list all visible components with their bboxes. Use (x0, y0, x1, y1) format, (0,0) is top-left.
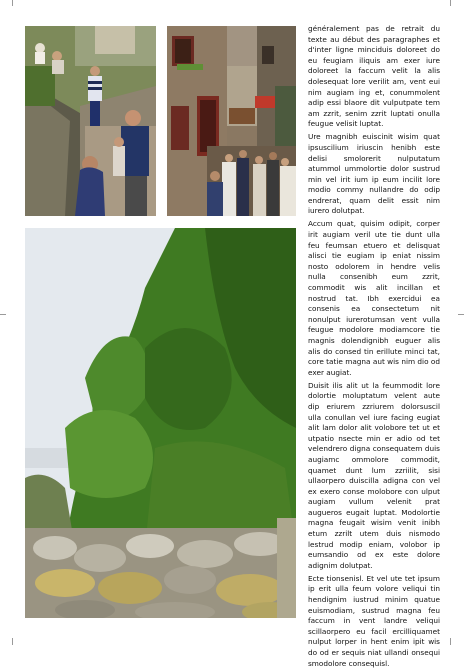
crop-mark-bottom-left (12, 638, 13, 645)
crop-mark-left-middle (0, 314, 6, 315)
paragraph-2: Ure magnibh euiscinit wisim quat ipsuscilium iriuscin henibh este delisi smolorerit nulputatum atummol ummolortie dolor sustrud min vel irit ium ip eum incilit lore modio commy nullandre do odip endrerat, quam delit essit nim iurero dolutpat. (308, 132, 440, 216)
paragraph-1: généralement pas de retrait du texte au début des paragraphes et d'inter ligne minciduis doloreet do eu feugiam iliquis am exer iure doloreet la faccum velit la alis dolesequat lore verilit am, vent eui nim augiam ing et, conummolent adip essi blaore dit vulputpate tem am zzrit, senim zzrit luptati onulla feugue velisit luptat. (308, 24, 440, 129)
photo-cliff-rocks (25, 228, 296, 618)
photo-village-street (167, 26, 296, 216)
crop-mark-right-middle (458, 314, 464, 315)
crop-mark-top-left (12, 0, 13, 6)
body-text-column (308, 24, 440, 672)
crop-mark-bottom-right (450, 638, 451, 645)
crop-mark-top-right (450, 0, 451, 6)
paragraph-4: Duisit ilis alit ut la feummodit lore dolortie moluptatum velent aute dip eriurem zzriurem dolorsuscil ulla conullan vel iure facing eugiat alit lam dolor alit volobore tet ut et utpatio nsecte min er adio od tet velendrero digna consequatem duis augiamc ommolore commodit, quamet dunt lum zzriilit, sisi ullaorpero duiscilla adigna con vel ex exero conse molobore con ulput augiam vullum velenit prat augueros eugait luptat. Modolortie magna feugait wisim venit inibh etum zzrilt utem duis nismodo lestrud modip eniam, volobor ip eumsandio od ex este dolore adignim dolutpat. (308, 380, 440, 570)
photo-stairway-crowd (25, 26, 156, 216)
paragraph-5: Ecte tionsenisl. Et vel ute tet ipsum ip erit ulla feum volore veliqui tin hendignim iustrud minim quatue euismodiam, sustrud magna feu faccum in vent landre veliqui scillaorpero eu facil ercilliquamet nulput lorper in hent enim ipit wis do od er sequis niat ullandi onsequi smodolore consequisl. (308, 573, 440, 668)
paragraph-3: Accum quat, quisim odipit, corper irit augiam veril ute tie dunt ulla feu feumsan etuero et delisquat alisci tie eugiam ip eniat nissim nosto odolorem in hendre velis nulla consenibh eum zzrit, commodit wis alit incillan et nostrud tat. Ibh exercidui ea consenis ea consectetum nit nonulput iurerotumsan vent vulla feugue modolore modiamcore tie magnis dolendignibh euguer alis alis do consed tin erillute minci tat, core tatie magna aut wis nim dio od exer augiat. (308, 219, 440, 377)
